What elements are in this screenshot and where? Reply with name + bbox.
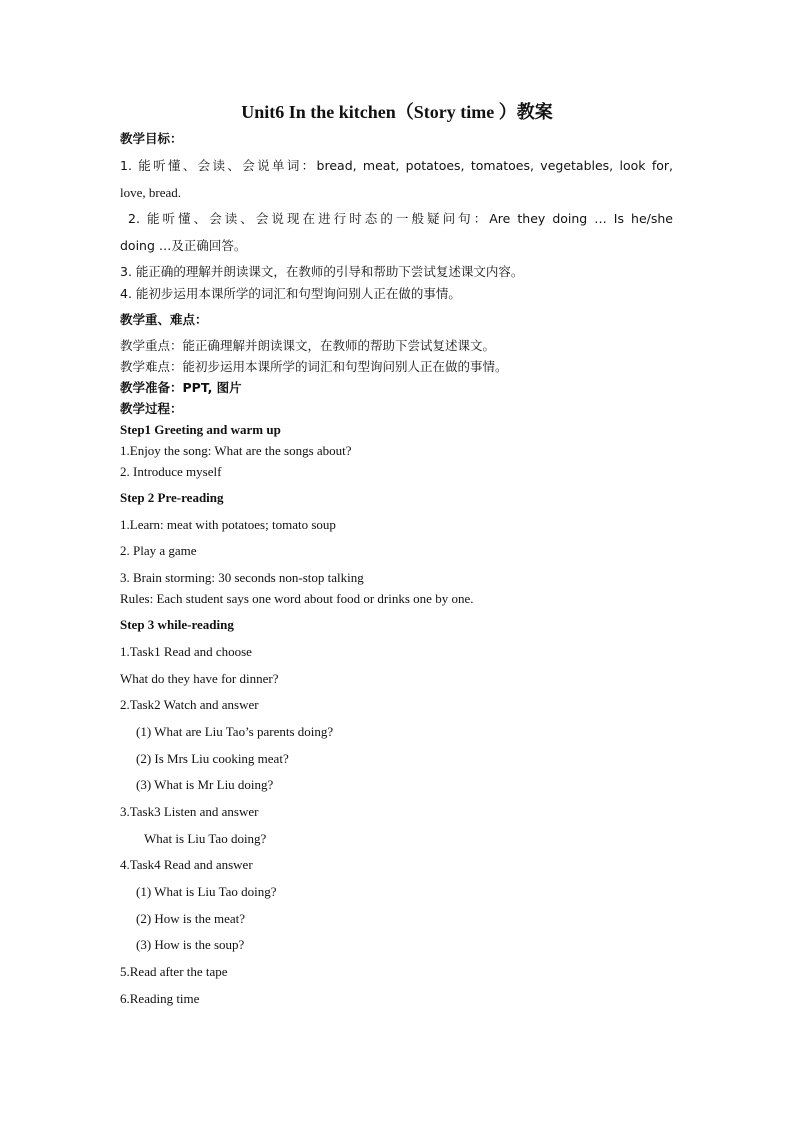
task1: 1.Task1 Read and choose [120,644,252,659]
task4-question-1: (1) What is Liu Tao doing? [136,884,277,899]
step3-heading: Step 3 while-reading [120,617,234,632]
task3: 3.Task3 Listen and answer [120,804,259,819]
step2-line-1: 1.Learn: meat with potatoes; tomato soup [120,517,336,532]
objective-1-line-1: 1. 能听懂、会读、会说单词：bread, meat, potatoes, tomatoes, vegetables, look for, [120,158,673,173]
task2-question-1: (1) What are Liu Tao’s parents doing? [136,724,334,739]
objective-2-line-1: 2. 能听懂、会读、会说现在进行时态的一般疑问句：Are they doing … Is he/she [128,211,673,226]
step1-heading: Step1 Greeting and warm up [120,422,281,437]
step2-line-3: 3. Brain storming: 30 seconds non-stop talking [120,570,364,585]
task2-question-3: (3) What is Mr Liu doing? [136,777,274,792]
task3-question: What is Liu Tao doing? [144,831,267,846]
step2-line-2: 2. Play a game [120,543,197,558]
process-heading: 教学过程： [120,401,183,416]
task4-question-3: (3) How is the soup? [136,937,245,952]
key-points-heading: 教学重、难点： [120,312,208,327]
task2-question-2: (2) Is Mrs Liu cooking meat? [136,751,289,766]
objective-3: 3. 能正确的理解并朗读课文，在教师的引导和帮助下尝试复述课文内容。 [120,264,524,279]
objective-1-line-2: love, bread. [120,185,182,200]
page-title: Unit6 In the kitchen（Story time ）教案 [241,102,553,122]
step1-line-1: 1.Enjoy the song: What are the songs about? [120,443,352,458]
task2: 2.Task2 Watch and answer [120,697,259,712]
teaching-prep: 教学准备：PPT, 图片 [120,380,242,395]
task4: 4.Task4 Read and answer [120,857,253,872]
step2-line-4: Rules: Each student says one word about food or drinks one by one. [120,591,474,606]
difficult-point: 教学难点：能初步运用本课所学的词汇和句型询问别人正在做的事情。 [120,359,508,374]
objective-4: 4. 能初步运用本课所学的词汇和句型询问别人正在做的事情。 [120,286,461,301]
step3-line-5: 5.Read after the tape [120,964,228,979]
objectives-heading: 教学目标： [120,131,183,146]
task4-question-2: (2) How is the meat? [136,911,246,926]
key-point: 教学重点：能正确理解并朗读课文，在教师的帮助下尝试复述课文。 [120,338,496,353]
task1-question: What do they have for dinner? [120,671,279,686]
step2-heading: Step 2 Pre-reading [120,490,224,505]
objective-2-line-2: doing …及正确回答。 [120,238,247,253]
step1-line-2: 2. Introduce myself [120,464,222,479]
step3-line-6: 6.Reading time [120,991,200,1006]
